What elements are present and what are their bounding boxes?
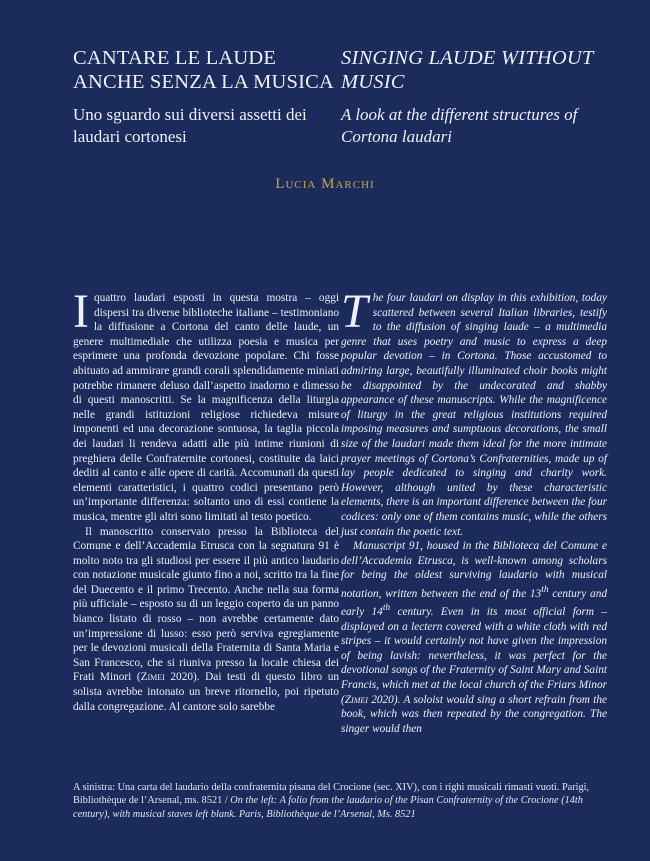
title-english: SINGING LAUDE WITHOUT MUSIC — [341, 47, 594, 93]
citation: Zimei 2020 — [140, 671, 193, 684]
subtitle-english: A look at the different structures of Cortona laudari — [341, 105, 578, 146]
italian-column — [73, 285, 339, 714]
drop-cap: T — [341, 285, 368, 338]
figure-caption: A sinistra: Una carta del laudario della confraternita pisana del Crocione (sec. XIV), con i righi musicali rimasti vuoti. Parigi, Bibliothèque de l’Arsenal, ms. 8521 / On the left: A folio from the laudario of the Pisan Confraternity of the Crocione (14th century), with musical staves left blank. Paris, Bibliothèque de l’Arsenal, Ms. 8521 — [73, 782, 590, 820]
citation: Zimei 2020 — [344, 693, 394, 706]
author-name: Lucia Marchi — [275, 176, 375, 192]
title-italian: CANTARE LE LAUDE ANCHE SENZA LA MUSICA — [73, 47, 335, 93]
italian-paragraph-1: Iquattro laudari esposti in questa mostra – oggi dispersi tra diverse biblioteche italiane – testimoniano la diffusione a Cortona del canto delle laude, un genere multimediale che utilizza poesia e musica per esprimere una profonda devozione popolare. Chi fosse abituato ad ammirare grandi corali splendidamente miniati potrebbe rimanere deluso dall’aspetto inadorno e dimesso di questi manoscritti. Se la magnificenza della liturgia nelle grandi istituzioni religiose richiedeva misure imponenti ed una decorazione sontuosa, la taglia piccola dei laudari li rendeva adatti alle più intime riunioni di preghiera delle Confraternite cortonesi, costituite da laici dediti al canto e alle opere di carità. Accomunati da questi elementi caratteristici, i quattro codici presentano però un’importante differenza: soltanto uno di essi contiene la musica, mentre gli altri sono limitati al testo poetico. — [73, 285, 339, 523]
english-paragraph-1: The four laudari on display in this exhibition, today scattered between several Italian libraries, testify to the diffusion of singing laude – a multimedia genre that uses poetry and music to express a deep popular devotion – in Cortona. Those accustomed to admiring large, beautifully illuminated choir books might be disappointed by the undecorated and shabby appearance of these manuscripts. While the magnificence of liturgy in the great religious institutions required imposing measures and sumptuous decorations, the small size of the laudari made them ideal for the more intimate prayer meetings of Cortona’s Confraternities, made up of lay people dedicated to singing and charity work. However, although united by these characteristic elements, there is an important difference between the four codices: only one of them contains music, while the others just contain the poetic text. — [341, 285, 607, 538]
italian-paragraph-2: Il manoscritto conservato presso la Biblioteca del Comune e dell’Accademia Etrusca con la segnatura 91 è molto noto tra gli studiosi per essere il più antico laudario con notazione musicale giunto fino a noi, scritto tra la fine del Duecento e il primo Trecento. Anche nella sua forma più ufficiale – esposto su di un leggio coperto da un panno bianco listato di rosso – non avrebbe certamente dato un’impressione di lusso: esso però serviva egregiamente per le devozioni musicali della Fraternita di Santa Maria e San Francesco, che si riuniva presso la locale chiesa dei Frati Minori (Zimei 2020). Dai testi di questo libro un solista avrebbe intonato un breve ritornello, poi ripetuto dalla congregazione. Al cantore solo sarebbe — [73, 525, 339, 713]
english-column — [341, 285, 607, 736]
drop-cap: I — [73, 285, 89, 338]
subtitle-italian: Uno sguardo sui diversi assetti dei laudari cortonesi — [73, 105, 307, 146]
english-paragraph-2: Manuscript 91, housed in the Biblioteca del Comune e dell’Accademia Etrusca, is well-known among scholars for being the oldest surviving laudario with musical notation, written between the end of the 13th century and early 14th century. Even in its most official form – displayed on a lectern covered with a white cloth with red stripes – it would certainly not have given the impression of being lavish: nevertheless, it was perfect for the devotional songs of the Fraternity of Saint Mary and Saint Francis, which met at the local church of the Friars Minor (Zimei 2020). A soloist would sing a short refrain from the book, which was then repeated by the congregation. The singer would then — [341, 540, 607, 735]
